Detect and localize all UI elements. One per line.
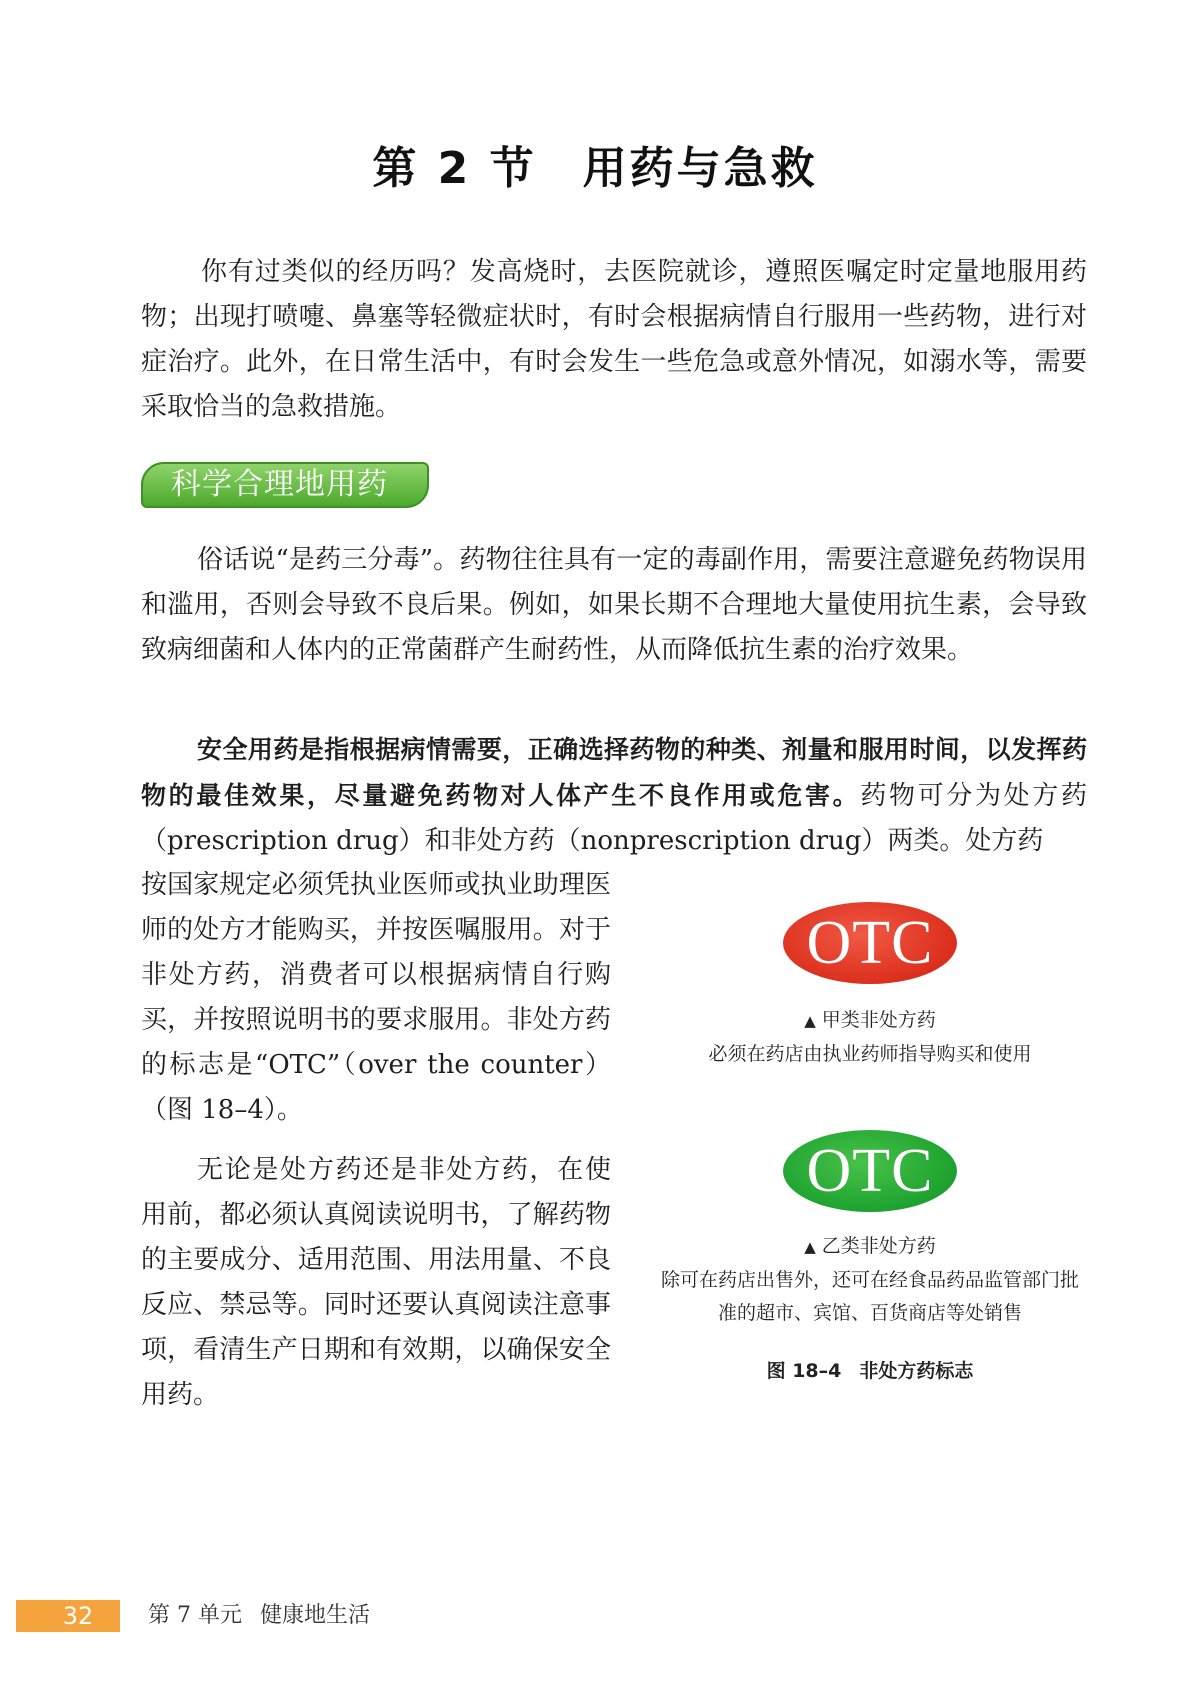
footer-unit-title: 健康地生活 [259,1603,370,1628]
paragraph-medicine-toxicity: 俗话说“是药三分毒”。药物往往具有一定的毒副作用，需要注意避免药物误用和滥用，否则会导致不良后果。例如，如果长期不合理地大量使用抗生素，会导致致病细菌和人体内的正常菌群产生耐药性，从而降低抗生素的治疗效果。 [141,545,1087,665]
figure-number: 图 18–4 [766,1360,842,1382]
drug-classification-text: 药物可分为处方药（prescription drug）和非处方药（nonprescription drug）两类。处方药 [141,781,1087,856]
otc-class-a-logo: OTC [783,902,957,984]
section-name: 用药与急救 [582,143,818,194]
paragraph-prescription-rules: 按国家规定必须凭执业医师或执业助理医师的处方才能购买，并按医嘱服用。对于非处方药，消费者可以根据病情自行购买，并按照说明书的要求服用。非处方药的标志是“OTC”（over the counter）（图 18–4）。 [141,870,611,1125]
figure-caption [660,1356,1080,1383]
figure-title: 非处方药标志 [859,1360,974,1382]
footer-unit-number: 第 7 单元 [148,1603,242,1628]
paragraph-safe-medication [141,727,1087,864]
otc-class-b-caption [660,1230,1080,1330]
otc-class-a-description: 必须在药店由执业药师指导购买和使用 [708,1043,1032,1065]
otc-class-b-title: 乙类非处方药 [821,1235,936,1257]
otc-class-a-title: 甲类非处方药 [821,1009,936,1031]
triangle-icon: ▲ [804,1238,816,1256]
otc-class-a-caption [660,1004,1080,1071]
safe-medication-definition: 安全用药是指根据病情需要，正确选择药物的种类、剂量和服用时间，以发挥药物的最佳效果，尽量避免药物对人体产生不良作用或危害。 [141,735,1087,810]
intro-paragraph: 你有过类似的经历吗？发高烧时，去医院就诊，遵照医嘱定时定量地服用药物；出现打喷嚏、鼻塞等轻微症状时，有时会根据病情自行服用一些药物，进行对症治疗。此外，在日常生活中，有时会发生一些危急或意外情况，如溺水等，需要采取恰当的急救措施。 [141,257,1087,422]
footer-unit [148,1600,370,1632]
section-title [0,132,1190,196]
triangle-icon: ▲ [804,1012,816,1030]
otc-class-b-description: 除可在药店出售外，还可在经食品药品监管部门批准的超市、宾馆、百货商店等处销售 [660,1269,1079,1324]
subheading-badge: 科学合理地用药 [141,462,429,508]
section-number: 第 2 节 [372,143,537,194]
otc-class-b-logo: OTC [783,1130,957,1212]
paragraph-read-instructions: 无论是处方药还是非处方药，在使用前，都必须认真阅读说明书，了解药物的主要成分、适用范围、用法用量、不良反应、禁忌等。同时还要认真阅读注意事项，看清生产日期和有效期，以确保安全用药。 [141,1155,611,1410]
page-number: 32 [16,1600,120,1632]
